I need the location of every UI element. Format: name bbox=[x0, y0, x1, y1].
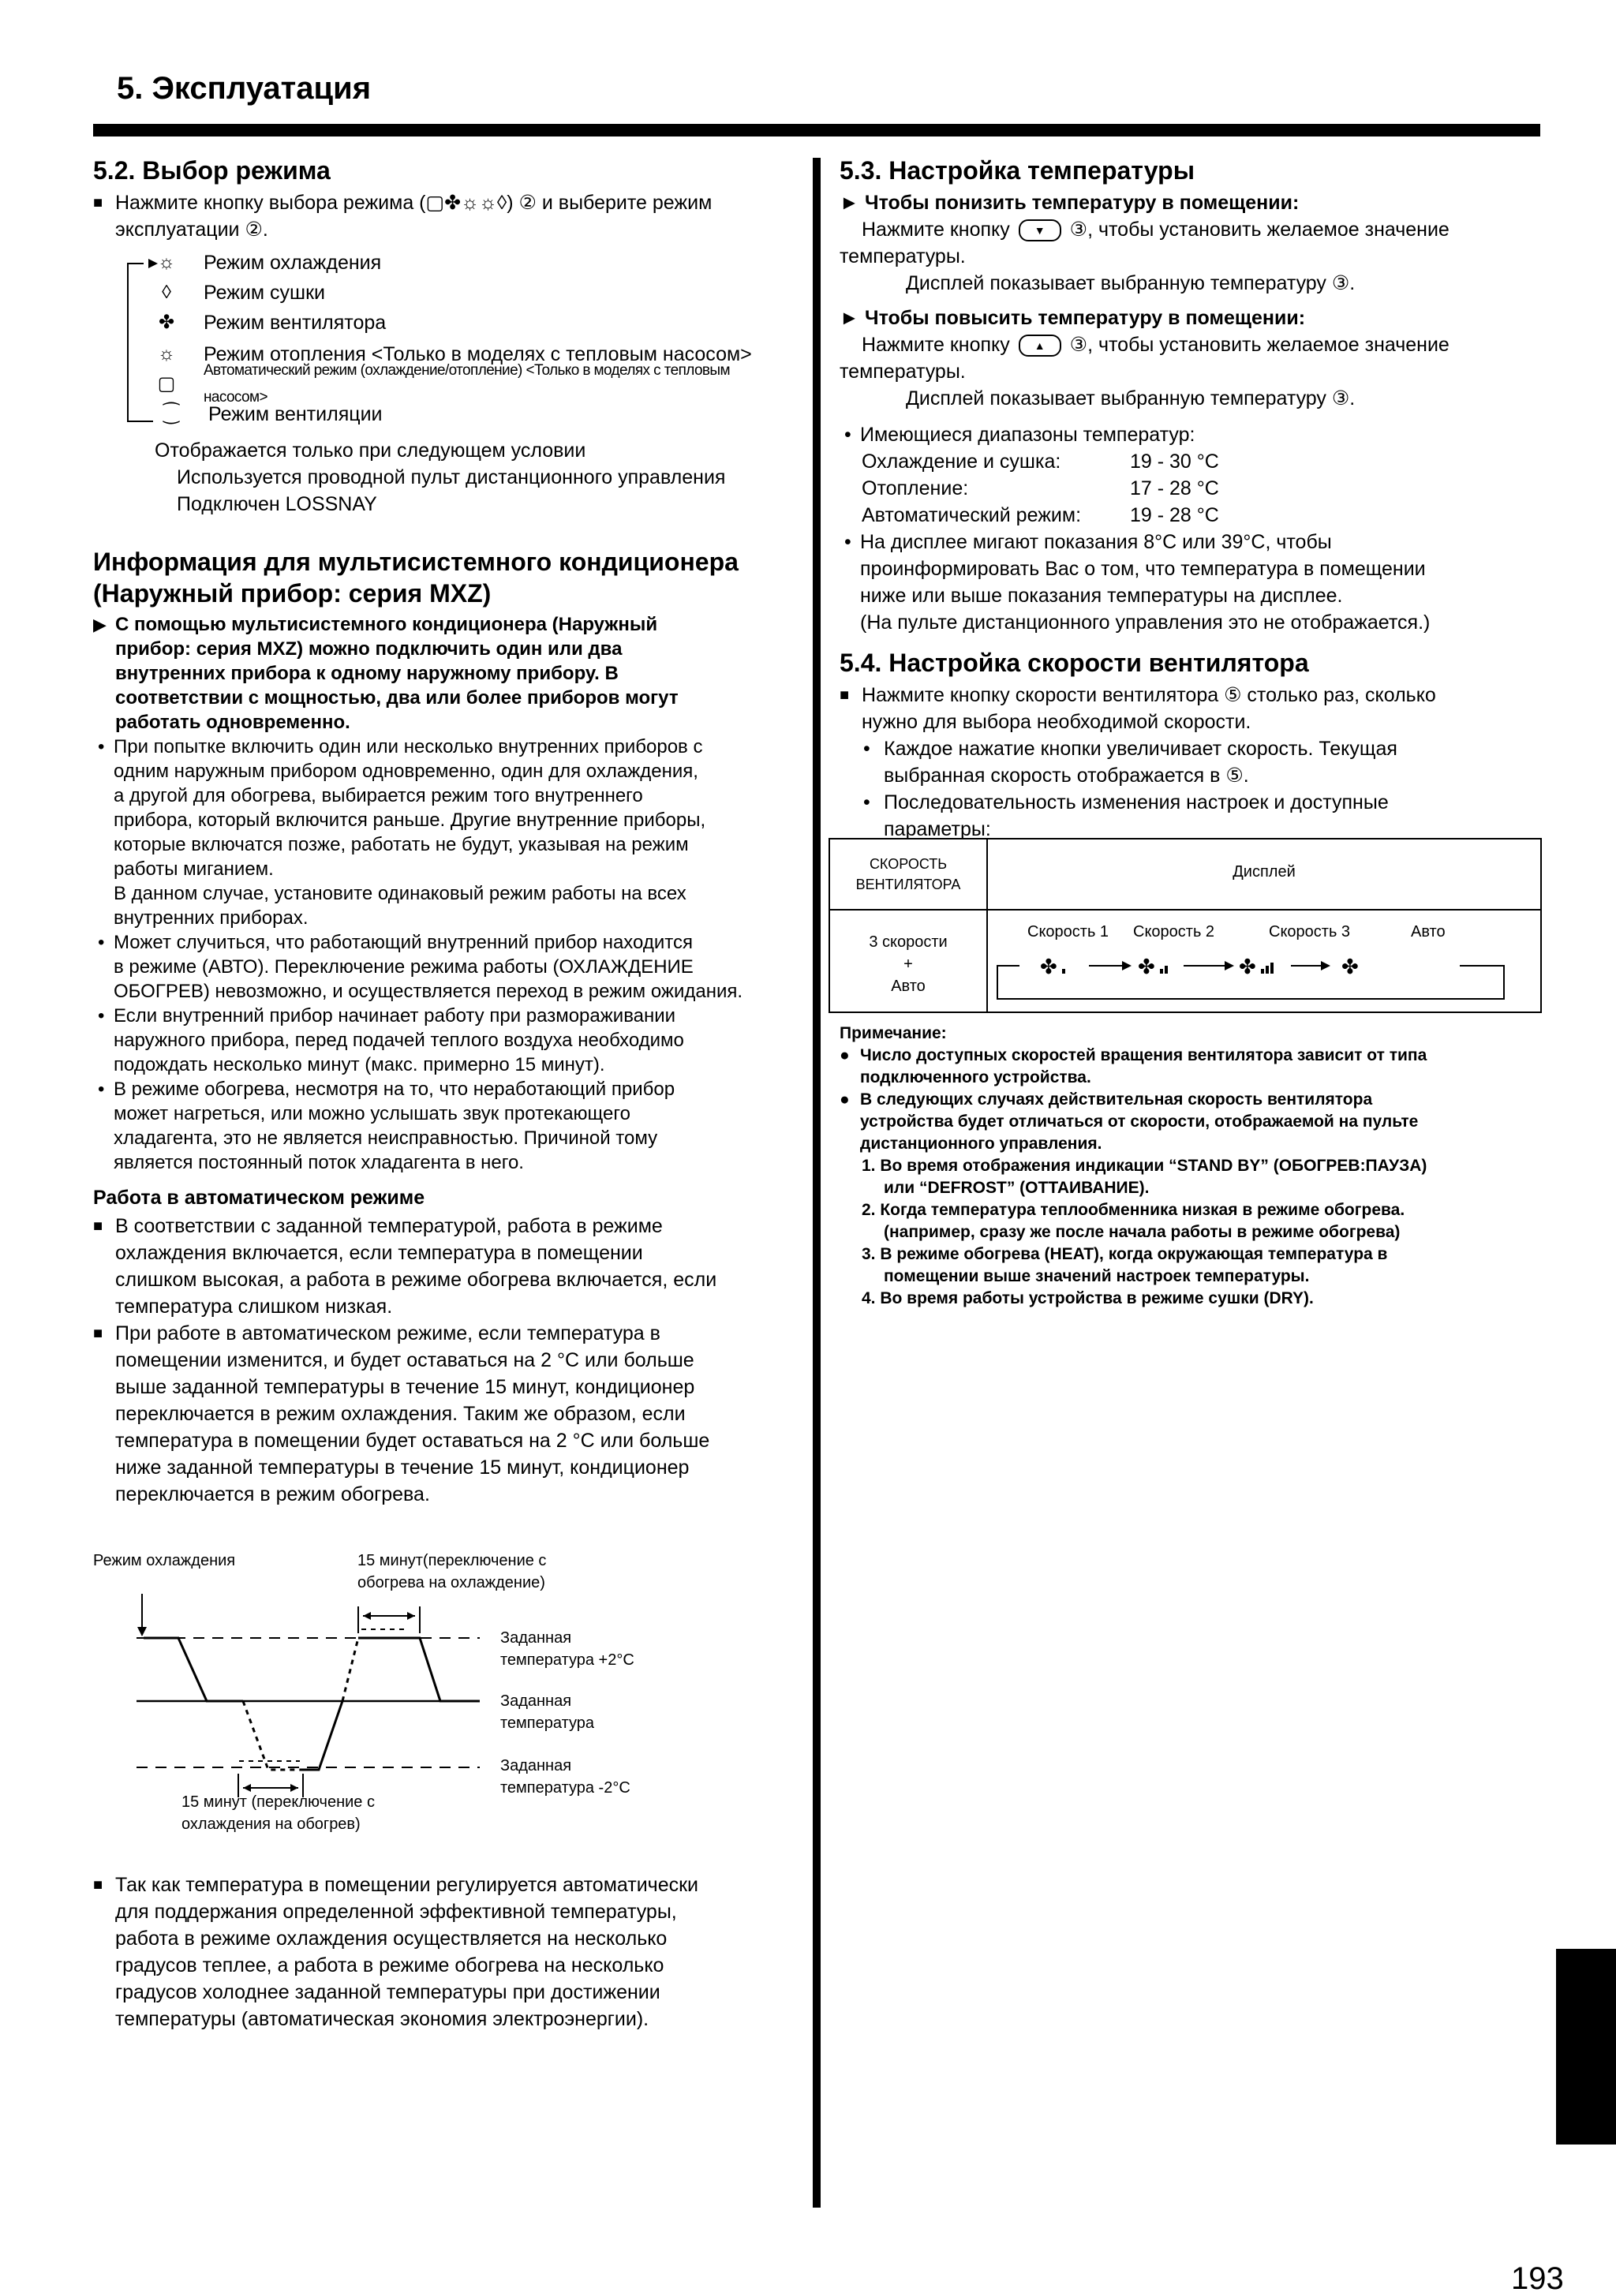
fan-speed-cycle-icon bbox=[988, 950, 1540, 1005]
fan-speed-label-auto: Авто bbox=[1411, 923, 1446, 940]
header-rule bbox=[93, 124, 1540, 136]
raise-temp-display-note: Дисплей показывает выбранную температуру ③. bbox=[906, 387, 1356, 409]
section-5-2-title: 5.2. Выбор режима bbox=[93, 156, 331, 185]
energy-saving-paragraph: ■ Так как температура в помещении регулируется автоматически для поддержания определенной эффективной температуры, работа в режиме охлаждения осуществляется на несколько градусов теплее, а работа в режиме обогрева на несколько градусов холоднее заданной температуры при достижении температуры (автоматическая экономия электроэнергии). bbox=[93, 1872, 797, 2032]
fan-speed-table-header-display: Дисплей bbox=[988, 839, 1540, 911]
temp-ranges-heading: • Имеющиеся диапазоны температур: bbox=[840, 421, 1534, 448]
ventilation-note: Отображается только при следующем условии bbox=[155, 439, 586, 462]
raise-temp-heading: ► Чтобы повысить температуру в помещении: bbox=[840, 305, 1534, 331]
temp-range-row: Автоматический режим: 19 - 28 °C bbox=[862, 504, 1219, 526]
mode-item-cooling: ☼ Режим охлаждения bbox=[153, 248, 381, 278]
mode-cycle-arrow-icon bbox=[112, 251, 159, 429]
multi-system-lead: ▶ С помощью мультисистемного кондиционера (Наружный прибор: серия MXZ) можно подключить один или два внутренних прибора к одному наружному прибору. В соответствии с мощностью, два или более приборов могут работать одновременно. bbox=[93, 612, 797, 735]
fan-icon: ✤ bbox=[158, 312, 175, 333]
diagram-label-set-plus-2: Заданная температура +2°C bbox=[500, 1629, 634, 1669]
temp-range-row: Охлаждение и сушка: 19 - 30 °C bbox=[862, 451, 1219, 473]
note-list-item: 2. Когда температура теплообменника низкая в режиме обогрева. (например, сразу же после начала работы в режиме обогрева) bbox=[862, 1201, 1405, 1241]
ventilation-icon: ⁐ bbox=[163, 403, 179, 424]
mode-item-heating: ☼ Режим отопления <Только в моделях с тепловым насосом> bbox=[153, 339, 752, 369]
auto-mode-icon: ▢ bbox=[157, 373, 176, 395]
mode-item-fan: ✤ Режим вентилятора bbox=[153, 308, 386, 338]
page-title: 5. Эксплуатация bbox=[117, 71, 372, 106]
auto-mode-title: Работа в автоматическом режиме bbox=[93, 1187, 425, 1209]
fan-speed-label-2: Скорость 2 bbox=[1133, 923, 1215, 940]
column-divider bbox=[813, 158, 821, 2208]
fan-speed-1-icon bbox=[1040, 955, 1065, 979]
mode-item-ventilation: ⁐ Режим вентиляции bbox=[158, 399, 383, 429]
multi-note-4: • В режиме обогрева, несмотря на то, что неработающий прибор может нагреться, или можно услышать звук протекающего хладагента, это не является неисправностью. Причиной тому является постоянный поток хладагента в него. bbox=[93, 1077, 797, 1175]
diagram-label-15min-heat-to-cool: 15 минут(переключение с обогрева на охлаждение) bbox=[357, 1552, 547, 1591]
fan-speed-table-options: 3 скорости + Авто bbox=[830, 911, 988, 1012]
svg-text:✤: ✤ bbox=[1138, 955, 1155, 979]
bullet-dot-icon: ● bbox=[840, 1046, 850, 1064]
raise-temp-instruction-cont: температуры. bbox=[840, 361, 966, 383]
fan-speed-2-icon bbox=[1138, 955, 1168, 979]
ventilation-condition: Подключен LOSSNAY bbox=[177, 493, 377, 515]
fan-speed-label-3: Скорость 3 bbox=[1269, 923, 1351, 940]
fan-speed-label-1: Скорость 1 bbox=[1027, 923, 1109, 940]
diagram-label-set-temp: Заданная температура bbox=[500, 1692, 594, 1732]
note-heading: Примечание: bbox=[840, 1024, 947, 1042]
right-column bbox=[840, 155, 1534, 843]
diagram-label-cooling: Режим охлаждения bbox=[93, 1552, 236, 1569]
note-list-item: 4. Во время работы устройства в режиме сушки (DRY). bbox=[862, 1289, 1314, 1307]
bullet-dot-icon: ● bbox=[840, 1090, 850, 1109]
section-5-3-title: 5.3. Настройка температуры bbox=[840, 156, 1195, 185]
note-item-2: ● В следующих случаях действительная скорость вентилятора устройства будет отличаться от скорости, отображаемой на пульте дистанционного управления. bbox=[840, 1090, 1419, 1153]
multi-note-2: • Может случиться, что работающий внутренний прибор находится в режиме (АВТО). Переключение режима работы (ОХЛАЖДЕНИЕ ОБОГРЕВ) невозможно, и осуществляется переход в режим ожидания. bbox=[93, 930, 797, 1004]
fan-notes bbox=[840, 1023, 1534, 1310]
temp-up-button-icon: ▲ bbox=[1019, 335, 1061, 357]
ventilation-condition: Используется проводной пульт дистанционного управления bbox=[177, 466, 726, 488]
note-list-item: 1. Во время отображения индикации “STAND BY” (ОБОГРЕВ:ПАУЗА) или “DEFROST” (ОТТАИВАНИЕ). bbox=[862, 1157, 1427, 1197]
page-number: 193 bbox=[1511, 2261, 1564, 2296]
temp-range-row: Отопление: 17 - 28 °C bbox=[862, 477, 1219, 499]
temp-down-button-icon: ▼ bbox=[1019, 219, 1061, 241]
lower-temp-heading: ► Чтобы понизить температуру в помещении: bbox=[840, 189, 1534, 216]
heating-icon: ☼ bbox=[158, 343, 175, 365]
cooling-icon: ☼ bbox=[158, 252, 175, 273]
multi-system-title: Информация для мультисистемного кондиционера (Наружный прибор: серия MXZ) bbox=[93, 548, 739, 608]
temp-blink-note: • На дисплее мигают показания 8°C или 39°C, чтобы проинформировать Вас о том, что температура в помещении ниже или выше показания температуры на дисплее. (На пульте дистанционного управления это не отображается.) bbox=[840, 529, 1534, 636]
raise-temp-instruction: Нажмите кнопку ▲ ③, чтобы установить желаемое значение bbox=[862, 334, 1450, 356]
fan-speed-table bbox=[829, 838, 1542, 1013]
fan-speed-note-2: • Последовательность изменения настроек и доступные параметры: bbox=[840, 789, 1534, 843]
mode-list bbox=[93, 248, 797, 437]
fan-speed-table-header-speed: СКОРОСТЬ ВЕНТИЛЯТОРА bbox=[830, 839, 988, 911]
section-5-4-title: 5.4. Настройка скорости вентилятора bbox=[840, 649, 1309, 677]
fan-speed-3-icon bbox=[1239, 955, 1274, 979]
note-list-item: 3. В режиме обогрева (HEAT), когда окружающая температура в помещении выше значений настроек температуры. bbox=[862, 1245, 1388, 1285]
lower-temp-display-note: Дисплей показывает выбранную температуру ③. bbox=[906, 272, 1356, 294]
auto-mode-diagram bbox=[93, 1546, 693, 1846]
auto-mode-paragraph-1: ■ В соответствии с заданной температурой, работа в режиме охлаждения включается, если температура в помещении слишком высокая, а работа в режиме обогрева включается, если температура слишком низкая. bbox=[93, 1213, 797, 1320]
note-item-1: ● Число доступных скоростей вращения вентилятора зависит от типа подключенного устройства. bbox=[840, 1046, 1427, 1086]
svg-text:✤: ✤ bbox=[1239, 955, 1256, 979]
fan-speed-instruction: ■ Нажмите кнопку скорости вентилятора ⑤ столько раз, сколько нужно для выбора необходимой скорости. bbox=[840, 682, 1534, 735]
lower-temp-instruction-cont: температуры. bbox=[840, 245, 966, 267]
mode-select-instruction: ■ Нажмите кнопку выбора режима (▢✤☼☼◊) ② и выберите режим эксплуатации ②. bbox=[93, 189, 797, 243]
section-tab-marker bbox=[1556, 1949, 1616, 2145]
mode-item-auto: ▢ Автоматический режим (охлаждение/отопление) <Только в моделях с тепловым насосом> bbox=[153, 369, 797, 399]
lower-temp-instruction: Нажмите кнопку ▼ ③, чтобы установить желаемое значение bbox=[862, 219, 1450, 241]
mode-item-dry: ◊ Режим сушки bbox=[153, 278, 325, 308]
fan-speed-note-1: • Каждое нажатие кнопки увеличивает скорость. Текущая выбранная скорость отображается в ⑤. bbox=[840, 735, 1534, 789]
fan-auto-icon bbox=[1341, 955, 1359, 979]
svg-text:✤: ✤ bbox=[1040, 955, 1057, 979]
auto-mode-paragraph-2: ■ При работе в автоматическом режиме, если температура в помещении изменится, и будет оставаться на 2 °C или больше выше заданной температуры в течение 15 минут, кондиционер переключается в режим охлаждения. Таким же образом, если температура в помещении будет оставаться на 2 °C или больше ниже заданной температуры в течение 15 минут, кондиционер переключается в режим обогрева. bbox=[93, 1320, 797, 1508]
left-column bbox=[93, 155, 797, 1508]
diagram-label-15min-cool-to-heat: 15 минут (переключение с охлаждения на обогрев) bbox=[181, 1793, 375, 1833]
multi-note-1: • При попытке включить один или несколько внутренних приборов с одним наружным прибором одновременно, один для охлаждения, а другой для обогрева, выбирается режим того внутреннего прибора, который включится раньше. Другие внутренние приборы, которые включатся позже, работать не будут, указывая на режим работы миганием. В данном случае, установите одинаковый режим работы на всех внутренних приборах. bbox=[93, 735, 797, 930]
diagram-label-set-minus-2: Заданная температура -2°C bbox=[500, 1757, 630, 1797]
svg-text:✤: ✤ bbox=[1341, 955, 1359, 979]
dry-icon: ◊ bbox=[162, 282, 171, 303]
multi-note-3: • Если внутренний прибор начинает работу при размораживании наружного прибора, перед подачей теплого воздуха необходимо подождать несколько минут (макс. примерно 15 минут). bbox=[93, 1004, 797, 1077]
